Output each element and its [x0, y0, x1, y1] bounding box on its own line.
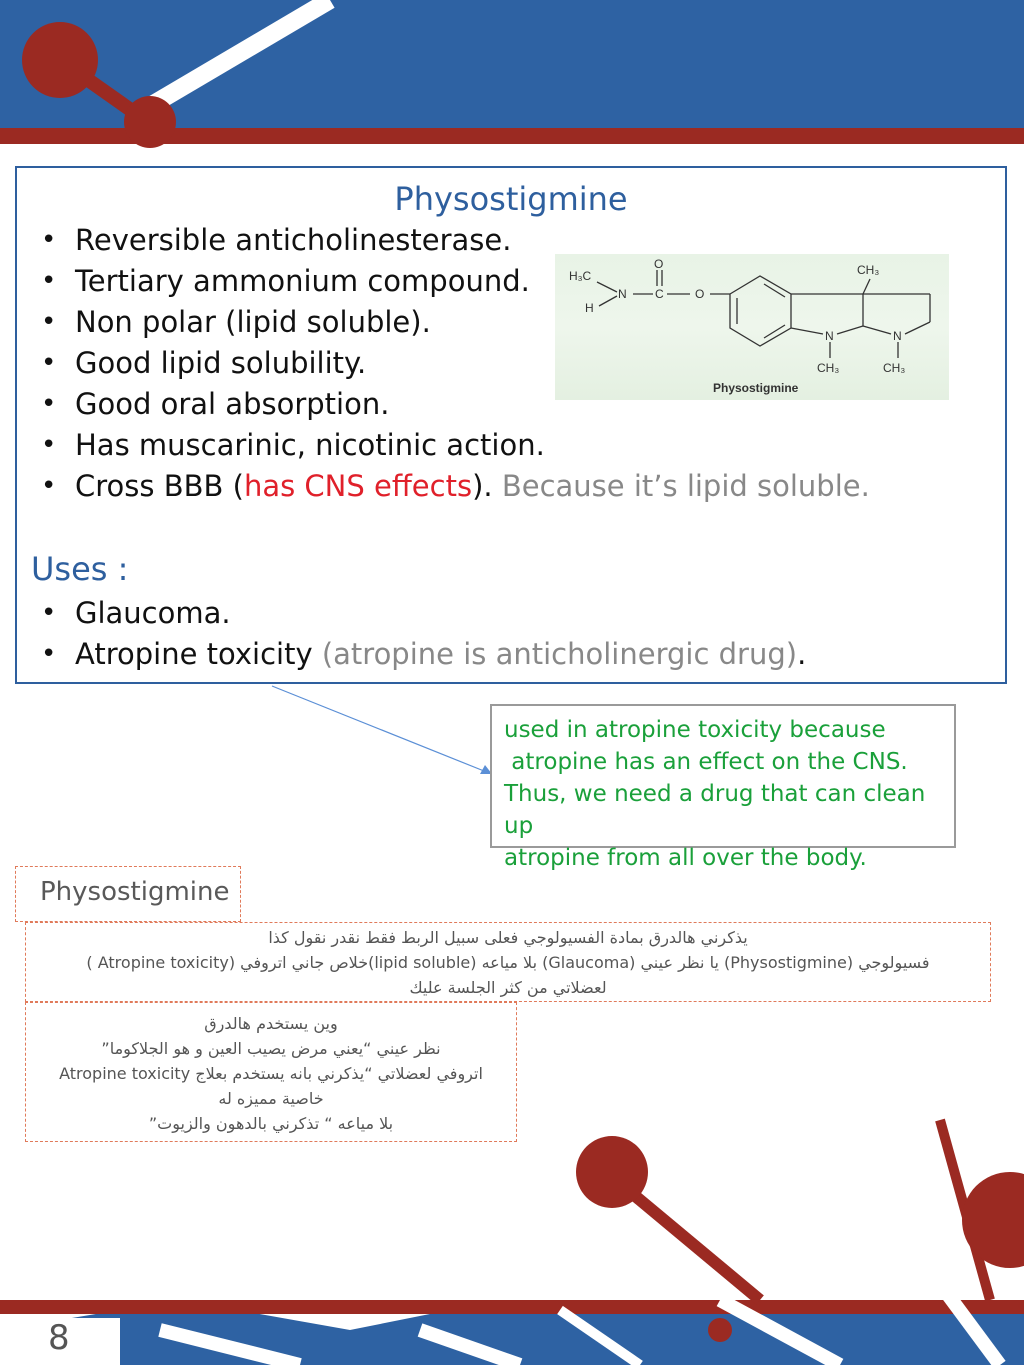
bullet-item-bbb — [29, 466, 870, 507]
slide-title: Physostigmine — [394, 180, 628, 218]
memo-label: Physostigmine — [40, 877, 230, 907]
cns-effects-highlight: has CNS effects — [243, 469, 473, 503]
memo-explanation-box — [25, 1002, 517, 1142]
banner-atom-small — [124, 96, 176, 148]
use-item-text: Atropine toxicity — [75, 637, 313, 671]
label-o: O — [695, 287, 705, 301]
label-ch3-bottom-2: CH₃ — [883, 361, 906, 375]
note-line: used in atropine toxicity because — [504, 717, 886, 743]
note-line: Thus, we need a drug that can clean up — [504, 781, 926, 839]
bullet-item: • Has muscarinic, nicotinic action. — [29, 425, 870, 466]
bullet-item: • Tertiary ammonium compound. — [29, 261, 870, 302]
bottom-atom-2 — [962, 1172, 1024, 1268]
use-item-note: (atropine is anticholinergic drug) — [312, 637, 798, 671]
bottom-red-stripe — [0, 1300, 1024, 1314]
memo-line: خاصية مميزه له — [218, 1089, 324, 1108]
label-h3c: H₃C — [569, 269, 592, 283]
label-h: H — [585, 301, 594, 315]
molecule-drawing — [555, 254, 949, 400]
memo-mnemonic-box — [25, 922, 991, 1002]
use-item — [29, 634, 806, 675]
bbb-prefix: Cross BBB ( — [75, 469, 244, 503]
label-c: C — [655, 287, 664, 301]
molecule-caption: Physostigmine — [713, 381, 799, 395]
label-n: N — [618, 287, 627, 301]
bbb-suffix: ). — [472, 469, 493, 503]
page-number: 8 — [48, 1318, 70, 1358]
bullet-item: • Good lipid solubility. — [29, 343, 870, 384]
memo-line: بلا مياعه “ تذكرني بالدهون والزيوت” — [148, 1114, 394, 1133]
label-n-ring-2: N — [893, 329, 902, 343]
bottom-atom-1 — [576, 1136, 648, 1208]
label-n-ring-1: N — [825, 329, 834, 343]
memo-line: يذكرني هالدرق بمادة الفسيولوجي فعلى سبيل الربط فقط نقدر نقول كذا — [268, 928, 748, 947]
memo-line: لعضلاتي من كثر الجلسة عليك — [409, 978, 607, 997]
use-item-end: . — [797, 637, 807, 671]
label-ch3-bottom-1: CH₃ — [817, 361, 840, 375]
bullet-item: • Good oral absorption. — [29, 384, 870, 425]
bottom-atom-3 — [708, 1318, 732, 1342]
uses-heading: Uses : — [31, 550, 129, 588]
explanation-note — [490, 704, 956, 871]
bbb-explanation: Because it’s lipid soluble. — [492, 469, 870, 503]
note-line: atropine from all over the body. — [504, 845, 867, 871]
use-item-text: Glaucoma. — [75, 596, 231, 630]
content-box — [15, 166, 1007, 684]
label-o-top: O — [654, 257, 664, 271]
physostigmine-structure-image — [555, 254, 949, 400]
memo-line: نظر عيني “يعني مرض يصيب العين و هو الجلاكوما” — [101, 1039, 441, 1058]
bullet-item: • Non polar (lipid soluble). — [29, 302, 870, 343]
uses-list — [29, 593, 806, 675]
memo-label-box — [15, 866, 241, 922]
note-line: atropine has an effect on the CNS. — [504, 749, 908, 775]
banner-atom-large — [22, 22, 98, 98]
memo-line: فسيولوجي (Physostigmine) يا نظر عيني (Glaucoma) بلا مياعه (lipid soluble)خلاص جاني اتروفي (Atropine toxicity ) — [86, 953, 930, 972]
label-ch3-top: CH₃ — [857, 263, 880, 277]
memo-line: وين يستخدم هالدرق — [204, 1014, 338, 1033]
memo-line: اتروفي لعضلاتي “يذكرني بانه يستخدم بعلاج Atropine toxicity — [59, 1064, 483, 1083]
use-item — [29, 593, 806, 634]
bullet-item: • Reversible anticholinesterase. — [29, 220, 870, 261]
